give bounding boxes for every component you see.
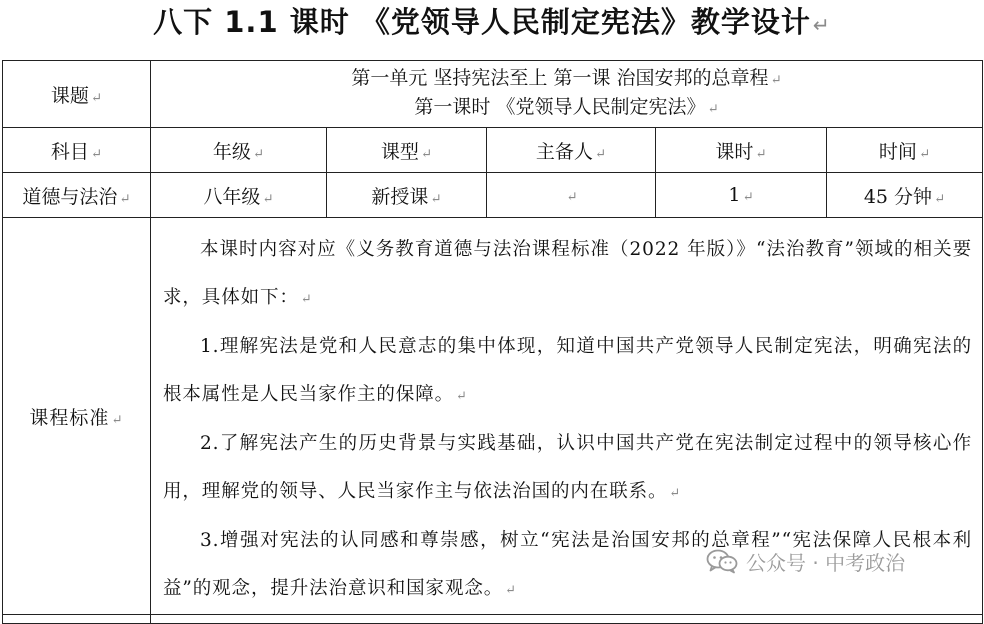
standards-paragraph: 2.了解宪法产生的历史背景与实践基础，认识中国共产党在宪法制定过程中的领导核心作用，理解党的领导、人民当家作主与依法治国的内在联系。 ↵ — [163, 433, 973, 502]
value-cell-preparer: ↵ — [487, 173, 656, 218]
header-cell-subject: 科目 ↵ — [3, 128, 151, 173]
value-cell-grade: 八年级 ↵ — [151, 173, 327, 218]
topic-label-cell: 课题 ↵ — [3, 61, 151, 128]
values-row — [3, 173, 983, 218]
standards-paragraph: 本课时内容对应《义务教育道德与法治课程标准（2022 年版）》“法治教育”领域的相关要求，具体如下： ↵ — [163, 239, 973, 308]
standards-label-cell: 课程标准 ↵ — [3, 218, 151, 615]
topic-line-1: 第一单元 坚持宪法至上 第一课 治国安邦的总章程 ↵ — [351, 67, 782, 89]
watermark — [706, 546, 905, 576]
topic-line-2: 第一课时 《党领导人民制定宪法》 ↵ — [414, 96, 719, 118]
title-text: 八下 1.1 课时 《党领导人民制定宪法》教学设计 — [153, 5, 811, 39]
header-cell-type: 课型 ↵ — [327, 128, 487, 173]
document-title — [0, 0, 984, 50]
lesson-info-table — [2, 60, 983, 624]
value-cell-time: 45 分钟 ↵ — [827, 173, 983, 218]
header-row — [3, 128, 983, 173]
wechat-icon — [706, 548, 738, 574]
standards-paragraph: 1.理解宪法是党和人民意志的集中体现，知道中国共产党领导人民制定宪法，明确宪法的根本属性是人民当家作主的保障。 ↵ — [163, 336, 973, 405]
standards-paragraph: 3.增强对宪法的认同感和尊崇感，树立“宪法是治国安邦的总章程”“宪法保障人民根本利益”的观念，提升法治意识和国家观念。 ↵ — [163, 530, 973, 599]
next-row-label-cell — [3, 615, 151, 624]
topic-value-cell — [151, 61, 983, 128]
value-cell-type: 新授课 ↵ — [327, 173, 487, 218]
header-cell-time: 时间 ↵ — [827, 128, 983, 173]
value-cell-period: 1 ↵ — [656, 173, 827, 218]
return-mark: ↵ — [812, 13, 831, 37]
topic-row — [3, 61, 983, 128]
next-row-content-cell — [151, 615, 983, 624]
header-cell-preparer: 主备人 ↵ — [487, 128, 656, 173]
watermark-text: 公众号 · 中考政治 — [746, 550, 906, 575]
value-cell-subject: 道德与法治 ↵ — [3, 173, 151, 218]
header-cell-period: 课时 ↵ — [656, 128, 827, 173]
header-cell-grade: 年级 ↵ — [151, 128, 327, 173]
next-row-partial — [3, 615, 983, 624]
